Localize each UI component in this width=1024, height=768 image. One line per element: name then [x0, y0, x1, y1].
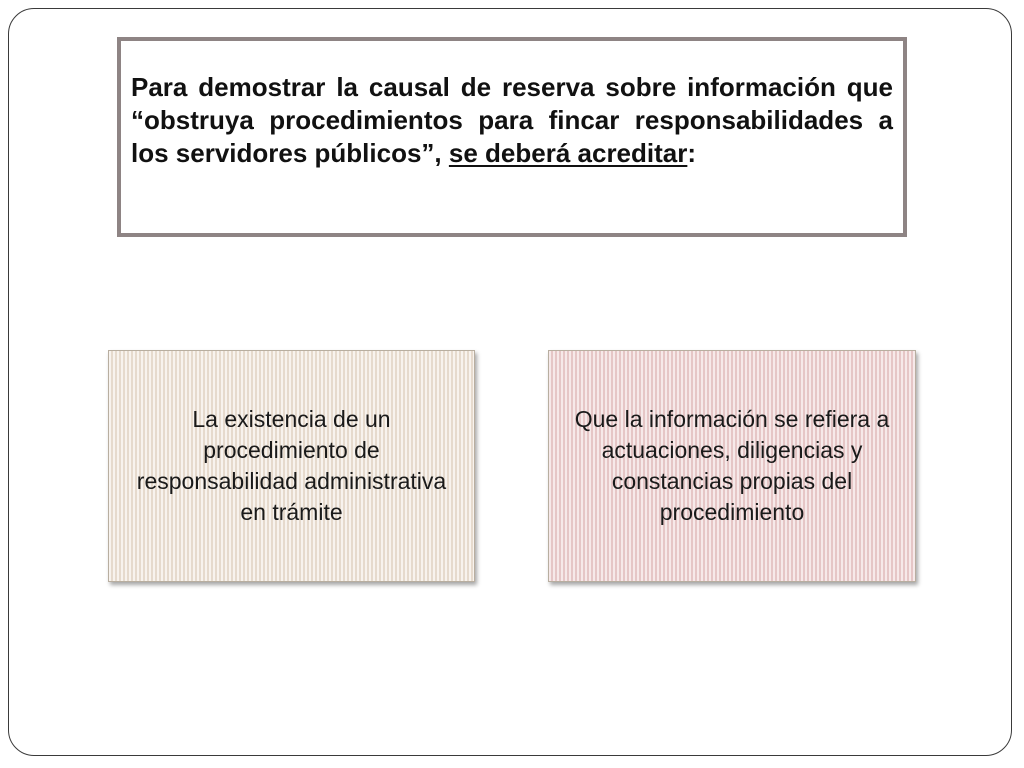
requirement-card-procedure-exists	[108, 350, 475, 582]
requirement-card-information-scope	[548, 350, 916, 582]
title-underlined-text: se deberá acreditar	[448, 138, 688, 168]
title-box	[117, 37, 907, 237]
requirement-text-procedure-exists: La existencia de un procedimiento de responsabilidad administrativa en trámite	[136, 406, 447, 525]
title-text	[131, 71, 893, 170]
title-colon: :	[687, 138, 697, 168]
requirement-text-information-scope: Que la información se refiera a actuaciones, diligencias y constancias propias del procedimiento	[574, 406, 890, 525]
title-main-text: Para demostrar la causal de reserva sobre información que “obstruya procedimientos para fincar responsabilidades a los servidores públicos”,	[131, 72, 893, 168]
